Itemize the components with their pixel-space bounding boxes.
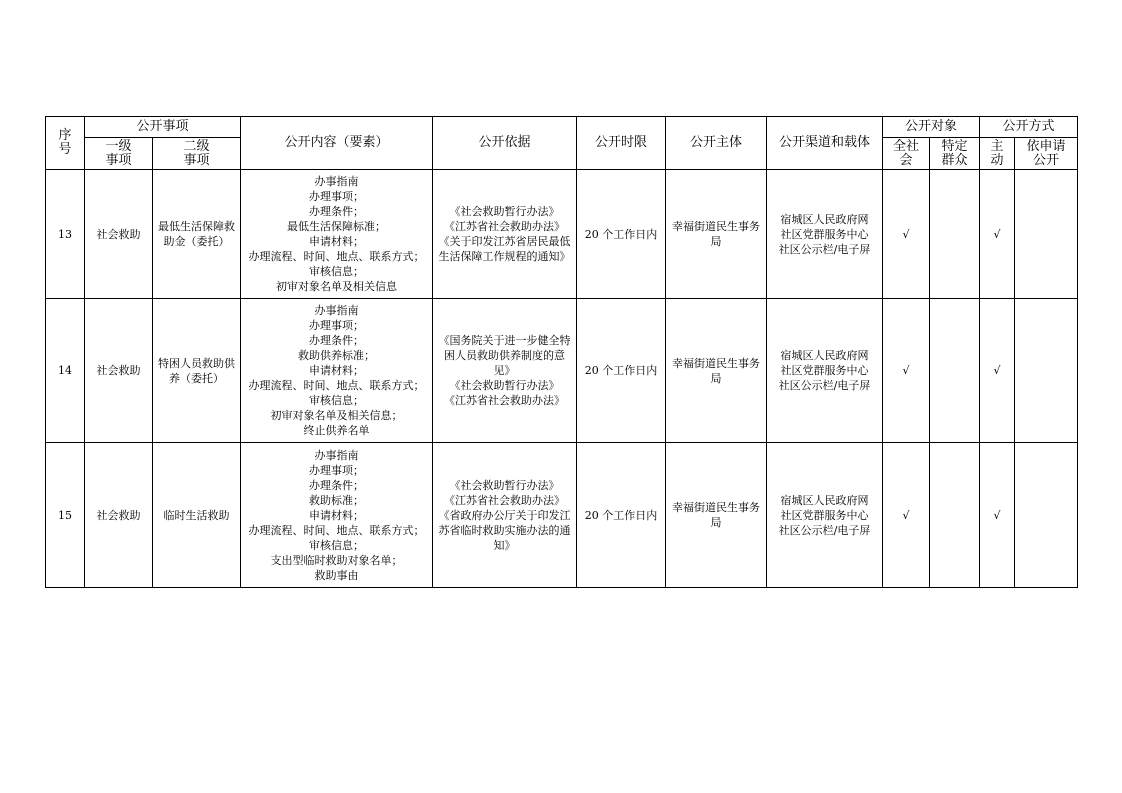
content-line: 办理事项； [309, 463, 365, 477]
content-line: 初审对象名单及相关信息； [270, 409, 403, 422]
header-basis: 公开依据 [433, 117, 577, 170]
cell-channel [767, 443, 883, 588]
cell-all: √ [883, 170, 930, 299]
channel-line: 社区党群服务中心 [780, 508, 869, 522]
header-level1 [85, 138, 153, 170]
channel-line: 社区公示栏/电子屏 [778, 242, 871, 256]
basis-line: 《江苏省社会救助办法》 [444, 493, 566, 507]
channel-line: 社区公示栏/电子屏 [778, 523, 871, 537]
cell-level2-text: 最低生活保障救助金（委托） [158, 220, 235, 248]
channel-line: 宿城区人民政府网 [780, 349, 869, 362]
basis-line: 《关于印发江苏省居民最低生活保障工作规程的通知》 [438, 235, 571, 263]
cell-level2 [153, 299, 241, 443]
cell-specific [930, 443, 980, 588]
cell-content [241, 170, 433, 299]
basis-line: 《江苏省社会救助办法》 [444, 220, 566, 233]
header-content: 公开内容（要素） [241, 117, 433, 170]
cell-subject [666, 299, 767, 443]
header-level2 [153, 138, 241, 170]
content-line: 审核信息； [309, 394, 365, 407]
content-line: 救助标准； [309, 493, 365, 507]
content-line: 救助供养标准； [298, 349, 376, 362]
cell-all: √ [883, 443, 930, 588]
basis-line: 《江苏省社会救助办法》 [444, 394, 566, 407]
cell-level2 [153, 443, 241, 588]
content-line: 办事指南 [314, 304, 359, 317]
cell-subject [666, 443, 767, 588]
table-body [46, 170, 1078, 588]
header-target-specific-label: 特定群众 [941, 138, 968, 168]
header-level1-label: 一级事项 [105, 138, 132, 168]
cell-active: √ [980, 443, 1015, 588]
header-method: 公开方式 [980, 117, 1078, 138]
cell-subject-text: 幸福街道民生事务局 [672, 356, 761, 385]
channel-line: 社区公示栏/电子屏 [778, 379, 871, 392]
cell-request [1015, 299, 1078, 443]
disclosure-table [45, 116, 1078, 588]
content-line: 申请材料； [309, 364, 365, 377]
cell-deadline: 20 个工作日内 [577, 170, 666, 299]
content-line: 办事指南 [314, 175, 359, 188]
header-target-specific [930, 138, 980, 170]
cell-level1: 社会救助 [85, 299, 153, 443]
content-line: 申请材料； [309, 235, 365, 248]
header-deadline: 公开时限 [577, 117, 666, 170]
cell-specific [930, 299, 980, 443]
cell-basis [433, 443, 577, 588]
content-line: 终止供养名单 [303, 424, 370, 437]
cell-seq: 14 [46, 299, 85, 443]
cell-deadline: 20 个工作日内 [577, 299, 666, 443]
content-line: 申请材料； [309, 508, 365, 522]
content-line: 初审对象名单及相关信息 [276, 280, 398, 293]
header-channel: 公开渠道和载体 [767, 117, 883, 170]
content-line: 办理条件； [309, 334, 365, 347]
cell-specific [930, 170, 980, 299]
cell-seq: 13 [46, 170, 85, 299]
cell-level1: 社会救助 [85, 443, 153, 588]
content-line: 办理条件； [309, 205, 365, 218]
channel-line: 宿城区人民政府网 [780, 212, 869, 226]
header-method-request-label: 依申请公开 [1026, 138, 1066, 168]
content-line: 救助事由 [314, 568, 359, 582]
content-line: 办理事项； [309, 319, 365, 332]
content-line: 支出型临时救助对象名单； [270, 553, 403, 567]
table-row [46, 443, 1078, 588]
header-subject: 公开主体 [666, 117, 767, 170]
cell-level1: 社会救助 [85, 170, 153, 299]
cell-subject-text: 幸福街道民生事务局 [672, 220, 761, 248]
header-target: 公开对象 [883, 117, 980, 138]
cell-level2-text: 临时生活救助 [163, 508, 230, 522]
content-line: 办理流程、时间、地点、联系方式； [248, 523, 425, 537]
header-items: 公开事项 [85, 117, 241, 138]
cell-all: √ [883, 299, 930, 443]
channel-line: 社区党群服务中心 [780, 364, 869, 377]
basis-line: 《社会救助暂行办法》 [449, 478, 560, 492]
header-method-active-label: 主动 [990, 138, 1004, 168]
basis-line: 《社会救助暂行办法》 [449, 205, 560, 218]
cell-basis [433, 170, 577, 299]
channel-line: 宿城区人民政府网 [780, 493, 869, 507]
cell-content [241, 299, 433, 443]
content-line: 审核信息； [309, 265, 365, 278]
basis-line: 《国务院关于进一步健全特困人员救助供养制度的意见》 [438, 334, 571, 377]
header-method-active [980, 138, 1015, 170]
content-line: 办理条件； [309, 478, 365, 492]
header-level2-label: 二级事项 [183, 138, 210, 168]
cell-level2 [153, 170, 241, 299]
cell-content [241, 443, 433, 588]
header-method-request [1015, 138, 1078, 170]
content-line: 办理事项； [309, 190, 365, 203]
channel-line: 社区党群服务中心 [780, 227, 869, 241]
cell-deadline: 20 个工作日内 [577, 443, 666, 588]
content-line: 办事指南 [314, 448, 359, 462]
header-seq-label: 序号 [58, 128, 72, 157]
content-line: 审核信息； [309, 538, 365, 552]
cell-basis [433, 299, 577, 443]
table-header [46, 117, 1078, 170]
cell-subject-text: 幸福街道民生事务局 [672, 501, 761, 529]
content-line: 办理流程、时间、地点、联系方式； [248, 379, 425, 392]
table-row [46, 299, 1078, 443]
cell-active: √ [980, 299, 1015, 443]
cell-channel [767, 170, 883, 299]
cell-subject [666, 170, 767, 299]
basis-line: 《省政府办公厅关于印发江苏省临时救助实施办法的通知》 [438, 508, 571, 552]
header-seq [46, 117, 85, 170]
cell-request [1015, 170, 1078, 299]
cell-channel [767, 299, 883, 443]
content-line: 最低生活保障标准； [287, 220, 387, 233]
basis-line: 《社会救助暂行办法》 [449, 379, 560, 392]
table-row [46, 170, 1078, 299]
header-target-all-label: 全社会 [893, 138, 920, 168]
cell-request [1015, 443, 1078, 588]
cell-level2-text: 特困人员救助供养（委托） [158, 356, 235, 385]
header-target-all [883, 138, 930, 170]
cell-active: √ [980, 170, 1015, 299]
cell-seq: 15 [46, 443, 85, 588]
content-line: 办理流程、时间、地点、联系方式； [248, 250, 425, 263]
